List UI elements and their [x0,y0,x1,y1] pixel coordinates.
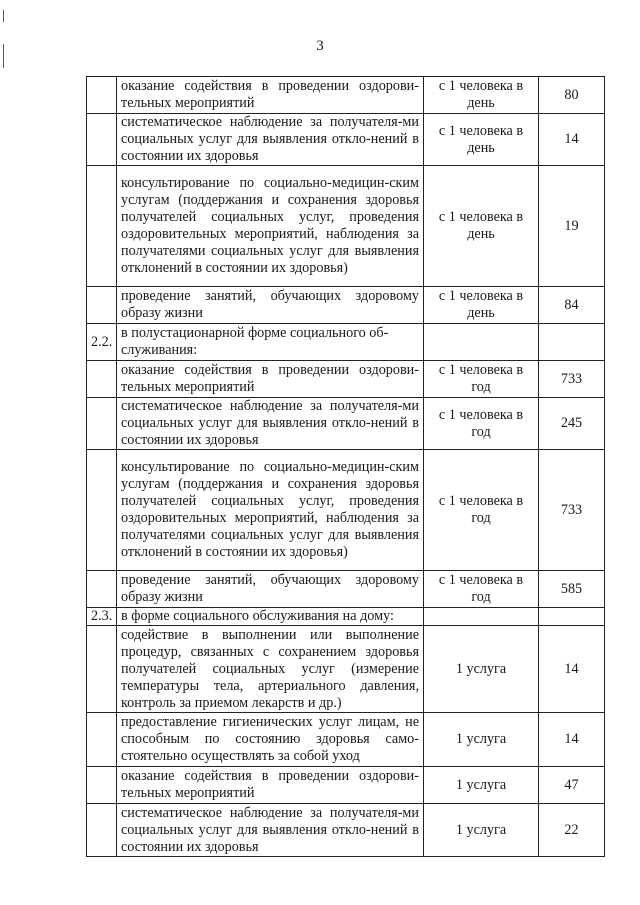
unit-cell: с 1 человека в год [424,398,539,450]
table-row [87,626,605,713]
unit-cell: с 1 человека в день [424,166,539,287]
section-row [87,324,605,361]
unit-cell: с 1 человека в день [424,287,539,324]
unit-cell: 1 услуга [424,767,539,804]
service-description-cell: в форме социального обслуживания на дому: [117,608,424,626]
table-row [87,450,605,571]
row-number-cell [87,287,117,324]
page-number: 3 [316,38,324,54]
value-cell: 14 [539,626,605,713]
value-cell: 733 [539,450,605,571]
table-row [87,77,605,114]
unit-cell: с 1 человека в день [424,77,539,114]
table-row [87,287,605,324]
value-cell: 733 [539,361,605,398]
value-cell: 19 [539,166,605,287]
row-number-cell [87,450,117,571]
row-number-cell [87,114,117,166]
service-description-cell: проведение занятий, обучающих здоровому образу жизни [117,571,424,608]
table-row [87,767,605,804]
margin-mark-bottom [3,44,4,68]
service-description-cell: консультирование по социально-медицин-ским услугам (поддержания и сохранения здоровья получателей социальных услуг, проведения оздоровительных мероприятий, наблюдения за получателями социальных услуг для выявления отклонений в состоянии их здоровья) [117,450,424,571]
unit-cell: с 1 человека в день [424,114,539,166]
unit-cell: 1 услуга [424,626,539,713]
table-row [87,713,605,767]
service-description-cell: систематическое наблюдение за получателя-ми социальных услуг для выявления откло-нений в состоянии их здоровья [117,398,424,450]
value-cell [539,324,605,361]
service-description-cell: консультирование по социально-медицин-ским услугам (поддержания и сохранения здоровья получателей социальных услуг, проведения оздоровительных мероприятий, наблюдения за получателями социальных услуг для выявления отклонений в состоянии их здоровья) [117,166,424,287]
service-description-cell: систематическое наблюдение за получателя-ми социальных услуг для выявления откло-нений в состоянии их здоровья [117,114,424,166]
row-number-cell [87,713,117,767]
service-description-cell: оказание содействия в проведении оздорови-тельных мероприятий [117,77,424,114]
row-number-cell [87,77,117,114]
service-description-cell: оказание содействия в проведении оздорови-тельных мероприятий [117,767,424,804]
unit-cell [424,608,539,626]
value-cell: 245 [539,398,605,450]
service-description-cell: предоставление гигиенических услуг лицам, не способным по состоянию здоровья само-стоятельно осуществлять за собой уход [117,713,424,767]
row-number-cell [87,166,117,287]
value-cell: 14 [539,114,605,166]
row-number-cell: 2.2. [87,324,117,361]
table-row [87,166,605,287]
row-number-cell: 2.3. [87,608,117,626]
service-description-cell: систематическое наблюдение за получателя-ми социальных услуг для выявления откло-нений в состоянии их здоровья [117,804,424,857]
value-cell: 84 [539,287,605,324]
value-cell [539,608,605,626]
unit-cell: с 1 человека в год [424,450,539,571]
row-number-cell [87,767,117,804]
service-description-cell: проведение занятий, обучающих здоровому образу жизни [117,287,424,324]
unit-cell: с 1 человека в год [424,571,539,608]
unit-cell: с 1 человека в год [424,361,539,398]
service-description-cell: содействие в выполнении или выполнение процедур, связанных с сохранением здоровья получателей социальных услуг (измерение температуры тела, артериального давления, контроль за приемом лекарств и др.) [117,626,424,713]
row-number-cell [87,571,117,608]
table-row [87,114,605,166]
margin-mark-top [3,10,4,22]
row-number-cell [87,804,117,857]
value-cell: 585 [539,571,605,608]
row-number-cell [87,626,117,713]
row-number-cell [87,398,117,450]
value-cell: 22 [539,804,605,857]
table-row [87,398,605,450]
service-description-cell: в полустационарной форме социального об-служивания: [117,324,424,361]
services-table [86,76,605,857]
table-row [87,361,605,398]
unit-cell: 1 услуга [424,713,539,767]
value-cell: 80 [539,77,605,114]
value-cell: 47 [539,767,605,804]
row-number-cell [87,361,117,398]
section-row [87,608,605,626]
table-row [87,571,605,608]
value-cell: 14 [539,713,605,767]
table-row [87,804,605,857]
service-description-cell: оказание содействия в проведении оздорови-тельных мероприятий [117,361,424,398]
unit-cell [424,324,539,361]
unit-cell: 1 услуга [424,804,539,857]
